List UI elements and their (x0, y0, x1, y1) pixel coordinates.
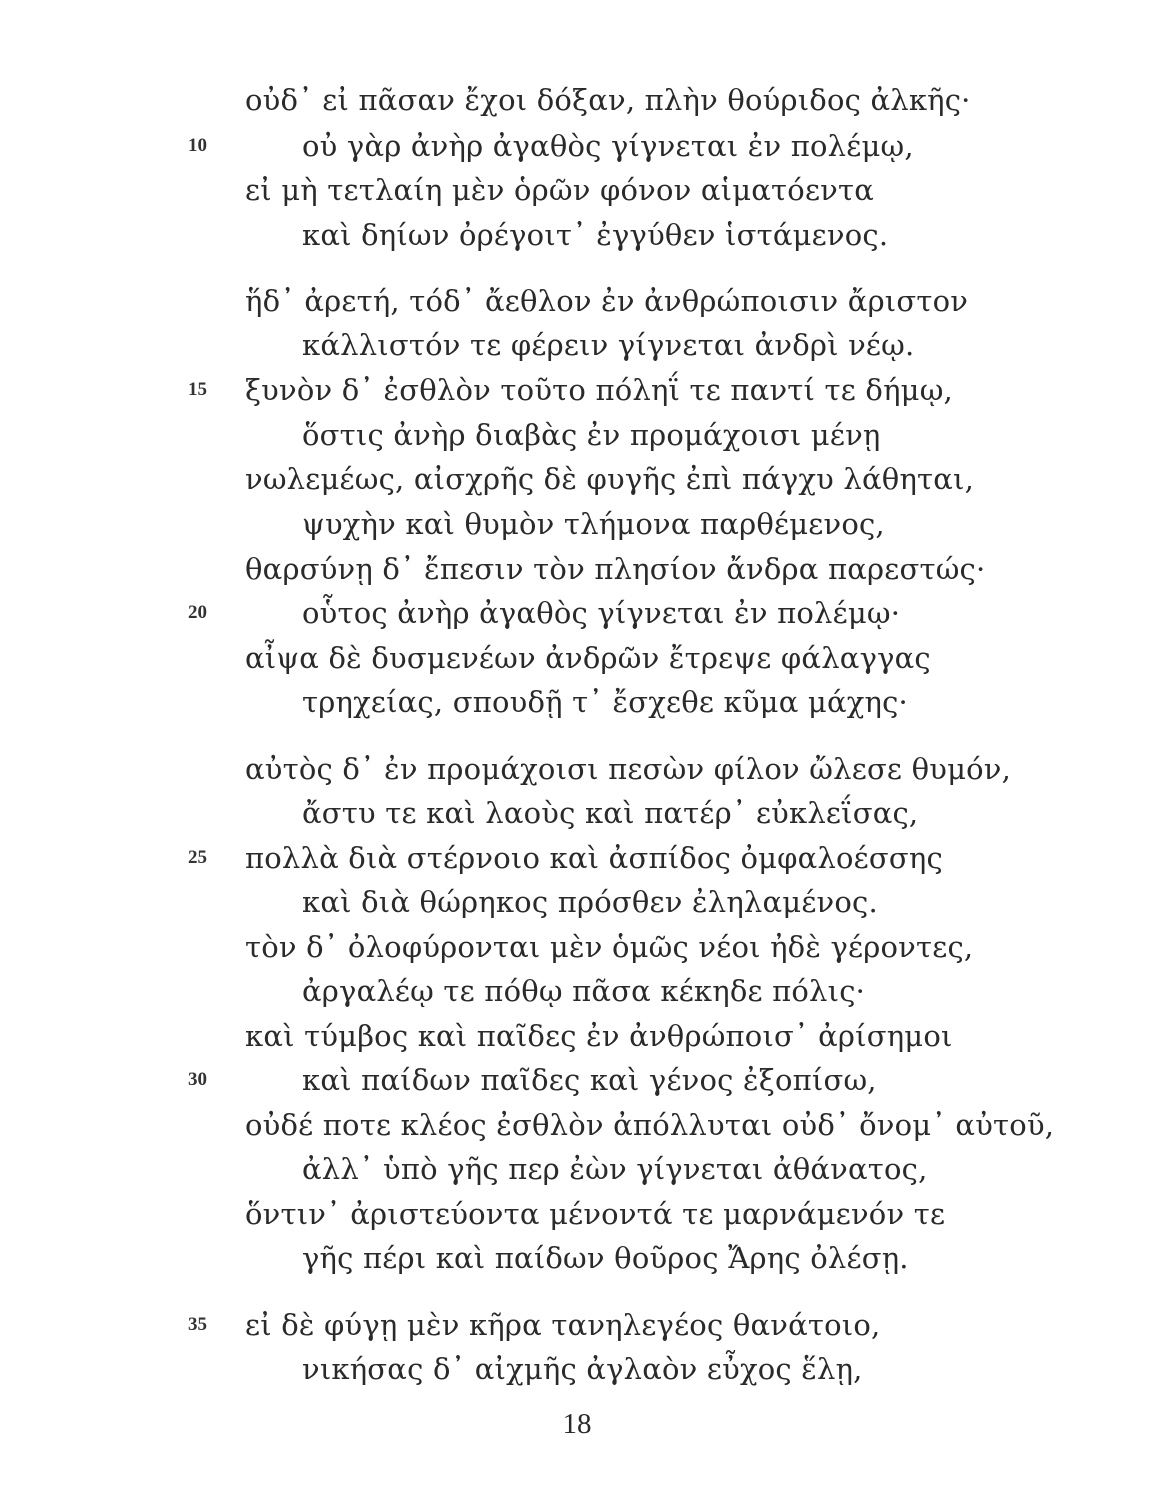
verse-line: οὗτος ἀνὴρ ἀγαθὸς γίγνεται ἐν πολέμῳ· (302, 596, 901, 630)
verse-line: οὐδ᾽ εἰ πᾶσαν ἔχοι δόξαν, πλὴν θούριδος ἀλκῆς· (245, 83, 971, 117)
verse-line: καὶ παίδων παῖδες καὶ γένος ἐξοπίσω, (302, 1063, 877, 1097)
verse-line: κάλλιστόν τε φέρειν γίγνεται ἀνδρὶ νέῳ. (302, 328, 915, 362)
verse-line: ξυνὸν δ᾽ ἐσθλὸν τοῦτο πόληΐ τε παντί τε δήμῳ, (245, 373, 953, 407)
verse-line: τρηχείας, σπουδῇ τ᾽ ἔσχεθε κῦμα μάχης· (302, 685, 908, 719)
verse-line: ὅστις ἀνὴρ διαβὰς ἐν προμάχοισι μένῃ (302, 418, 881, 452)
line-number: 35 (188, 1314, 207, 1335)
verse-line: γῆς πέρι καὶ παίδων θοῦρος Ἄρης ὀλέσῃ. (302, 1241, 909, 1275)
verse-line: αἶψα δὲ δυσμενέων ἀνδρῶν ἔτρεψε φάλαγγας (245, 641, 931, 675)
verse-line: εἰ δὲ φύγῃ μὲν κῆρα τανηλεγέος θανάτοιο, (245, 1308, 881, 1342)
verse-line: ψυχὴν καὶ θυμὸν τλήμονα παρθέμενος, (302, 507, 885, 541)
verse-line: ἀργαλέῳ τε πόθῳ πᾶσα κέκηδε πόλις· (302, 974, 866, 1008)
verse-line: τὸν δ᾽ ὀλοφύρονται μὲν ὁμῶς νέοι ἠδὲ γέροντες, (245, 930, 974, 964)
verse-line: οὐδέ ποτε κλέος ἐσθλὸν ἀπόλλυται οὐδ᾽ ὄνομ᾽ αὐτοῦ, (245, 1108, 1055, 1142)
line-number: 30 (188, 1069, 207, 1090)
verse-line: πολλὰ διὰ στέρνοιο καὶ ἀσπίδος ὀμφαλοέσσης (245, 841, 943, 875)
verse-line: καὶ δηίων ὀρέγοιτ᾽ ἐγγύθεν ἱστάμενος. (302, 218, 889, 252)
page-number: 18 (562, 1408, 592, 1440)
line-number: 10 (188, 135, 207, 156)
verse-line: νικήσας δ᾽ αἰχμῆς ἀγλαὸν εὖχος ἕλῃ, (302, 1352, 863, 1386)
verse-line: ἀλλ᾽ ὑπὸ γῆς περ ἐὼν γίγνεται ἀθάνατος, (302, 1152, 928, 1186)
verse-line: οὐ γὰρ ἀνὴρ ἀγαθὸς γίγνεται ἐν πολέμῳ, (302, 129, 914, 163)
verse-line: ἄστυ τε καὶ λαοὺς καὶ πατέρ᾽ εὐκλεΐσας, (302, 796, 919, 830)
verse-line: καὶ τύμβος καὶ παῖδες ἐν ἀνθρώποισ᾽ ἀρίσημοι (245, 1019, 953, 1053)
verse-line: ὅντιν᾽ ἀριστεύοντα μένοντά τε μαρνάμενόν τε (245, 1197, 946, 1231)
verse-line: ἥδ᾽ ἀρετή, τόδ᾽ ἄεθλον ἐν ἀνθρώποισιν ἄριστον (245, 284, 969, 318)
verse-line: εἰ μὴ τετλαίη μὲν ὁρῶν φόνον αἱματόεντα (245, 173, 875, 207)
line-number: 15 (188, 379, 207, 400)
verse-line: νωλεμέως, αἰσχρῆς δὲ φυγῆς ἐπὶ πάγχυ λάθηται, (245, 462, 975, 496)
line-number: 20 (188, 602, 207, 623)
verse-line: θαρσύνῃ δ᾽ ἔπεσιν τὸν πλησίον ἄνδρα παρεστώς· (245, 552, 986, 586)
verse-line: καὶ διὰ θώρηκος πρόσθεν ἐληλαμένος. (302, 885, 878, 919)
line-number: 25 (188, 847, 207, 868)
verse-line: αὐτὸς δ᾽ ἐν προμάχοισι πεσὼν φίλον ὤλεσε θυμόν, (245, 752, 1012, 786)
